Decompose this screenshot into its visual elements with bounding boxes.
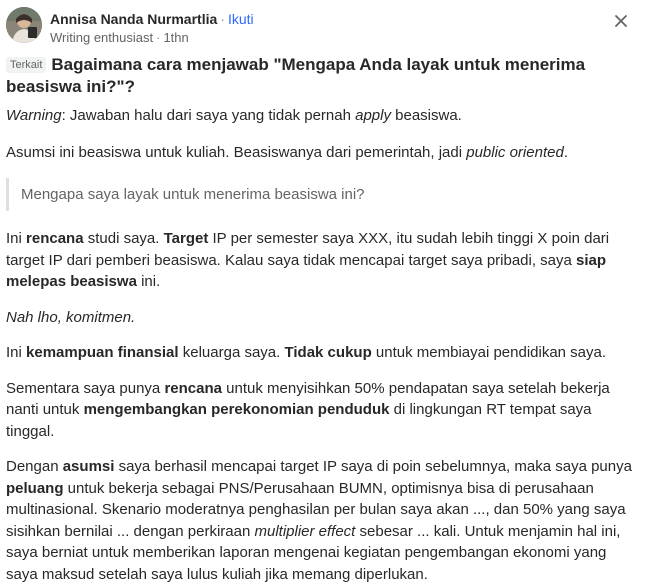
text-run: beasiswa.	[390, 107, 462, 124]
text-run-bold: peluang	[6, 479, 64, 497]
text-run-bold: kemampuan finansial	[26, 344, 179, 361]
text-run: Asumsi ini beasiswa untuk kuliah. Beasiswanya dari pemerintah, jadi	[6, 143, 467, 161]
text-run: untuk menyisihkan 50% pendapatan saya setelah bekerja nanti untuk	[6, 379, 610, 418]
follow-button[interactable]: Ikuti	[227, 11, 254, 27]
text-run: untuk bekerja sebagai PNS/Perusahaan BUMN, optimisnya bisa di perusahaan multinasional. Skenario moderatnya penghasilan per bulan saya akan ..., dan 50% yang saya sisihkan bernilai ... dengan perkiraan	[6, 479, 626, 540]
avatar[interactable]	[6, 7, 42, 43]
paragraph-plan	[6, 228, 637, 293]
text-run-bold: Target	[163, 230, 209, 247]
paragraph-assumption	[6, 142, 637, 164]
text-run-bold: Tidak cukup	[284, 344, 372, 361]
separator-dot: ·	[220, 11, 225, 27]
text-run: di lingkungan RT tempat saya tinggal.	[6, 401, 592, 440]
text-run-italic: apply	[355, 107, 391, 124]
text-run: keluarga saya.	[178, 344, 285, 361]
author-meta	[50, 29, 189, 46]
text-run-italic: Nah lho, komitmen.	[6, 308, 136, 326]
related-tag: Terkait	[6, 57, 46, 73]
text-run: ini.	[136, 273, 161, 290]
text-run: studi saya.	[83, 230, 164, 247]
paragraph-commitment	[6, 307, 637, 329]
text-run-italic: multiplier effect	[254, 522, 356, 540]
paragraph-financial	[6, 342, 637, 364]
author-line	[50, 10, 254, 28]
text-run-bold: rencana	[164, 379, 222, 397]
text-run: : Jawaban halu dari saya yang tidak pernah	[61, 107, 356, 124]
text-run: IP per semester saya XXX, itu sudah lebih tinggi X poin dari target IP dari pemberi beasiswa. Kalau saya tidak mencapai target saya pribadi, saya	[6, 230, 610, 269]
text-run-bold: mengembangkan perekonomian penduduk	[83, 401, 390, 418]
author-credential[interactable]: Writing enthusiast	[50, 30, 154, 45]
text-run: Sementara saya punya	[6, 379, 165, 397]
related-question[interactable]	[6, 54, 637, 98]
text-run: Ini	[6, 230, 27, 247]
text-run: Dengan	[6, 458, 63, 475]
paragraph-warning	[6, 105, 637, 127]
meta-separator-dot: ·	[156, 30, 161, 45]
text-run-bold: rencana	[26, 230, 84, 247]
text-run: .	[563, 143, 568, 161]
text-run-bold: siap melepas beasiswa	[6, 251, 607, 290]
text-run: untuk membiayai pendidikan saya.	[371, 344, 607, 361]
blockquote: Mengapa saya layak untuk menerima beasiswa ini?	[6, 178, 637, 211]
paragraph-savings-plan	[6, 378, 637, 443]
text-run: saya berhasil mencapai target IP saya di poin sebelumnya, maka saya punya	[114, 458, 632, 475]
answer-header	[6, 7, 637, 47]
answer-time[interactable]: 1thn	[163, 30, 189, 45]
question-title[interactable]: Bagaimana cara menjawab "Mengapa Anda layak untuk menerima beasiswa ini?"?	[6, 55, 586, 96]
warning-label: Warning	[6, 107, 62, 124]
author-name[interactable]: Annisa Nanda Nurmartlia	[50, 11, 218, 27]
answer-content	[6, 54, 637, 585]
text-run: Ini	[6, 344, 27, 361]
close-icon	[614, 14, 628, 28]
text-run: sebesar ... kali. Untuk menjamin hal ini, saya berniat untuk memberikan laporan mengenai kegiatan pengembangan ekonomi yang saya maksud setelah saya lulus kuliah jika memang diperlukan.	[6, 522, 621, 583]
profile-photo-icon	[6, 7, 42, 43]
close-button[interactable]	[609, 9, 633, 33]
text-run-italic: public oriented	[466, 143, 564, 161]
text-run-bold: asumsi	[62, 458, 115, 475]
paragraph-scenario	[6, 456, 637, 585]
